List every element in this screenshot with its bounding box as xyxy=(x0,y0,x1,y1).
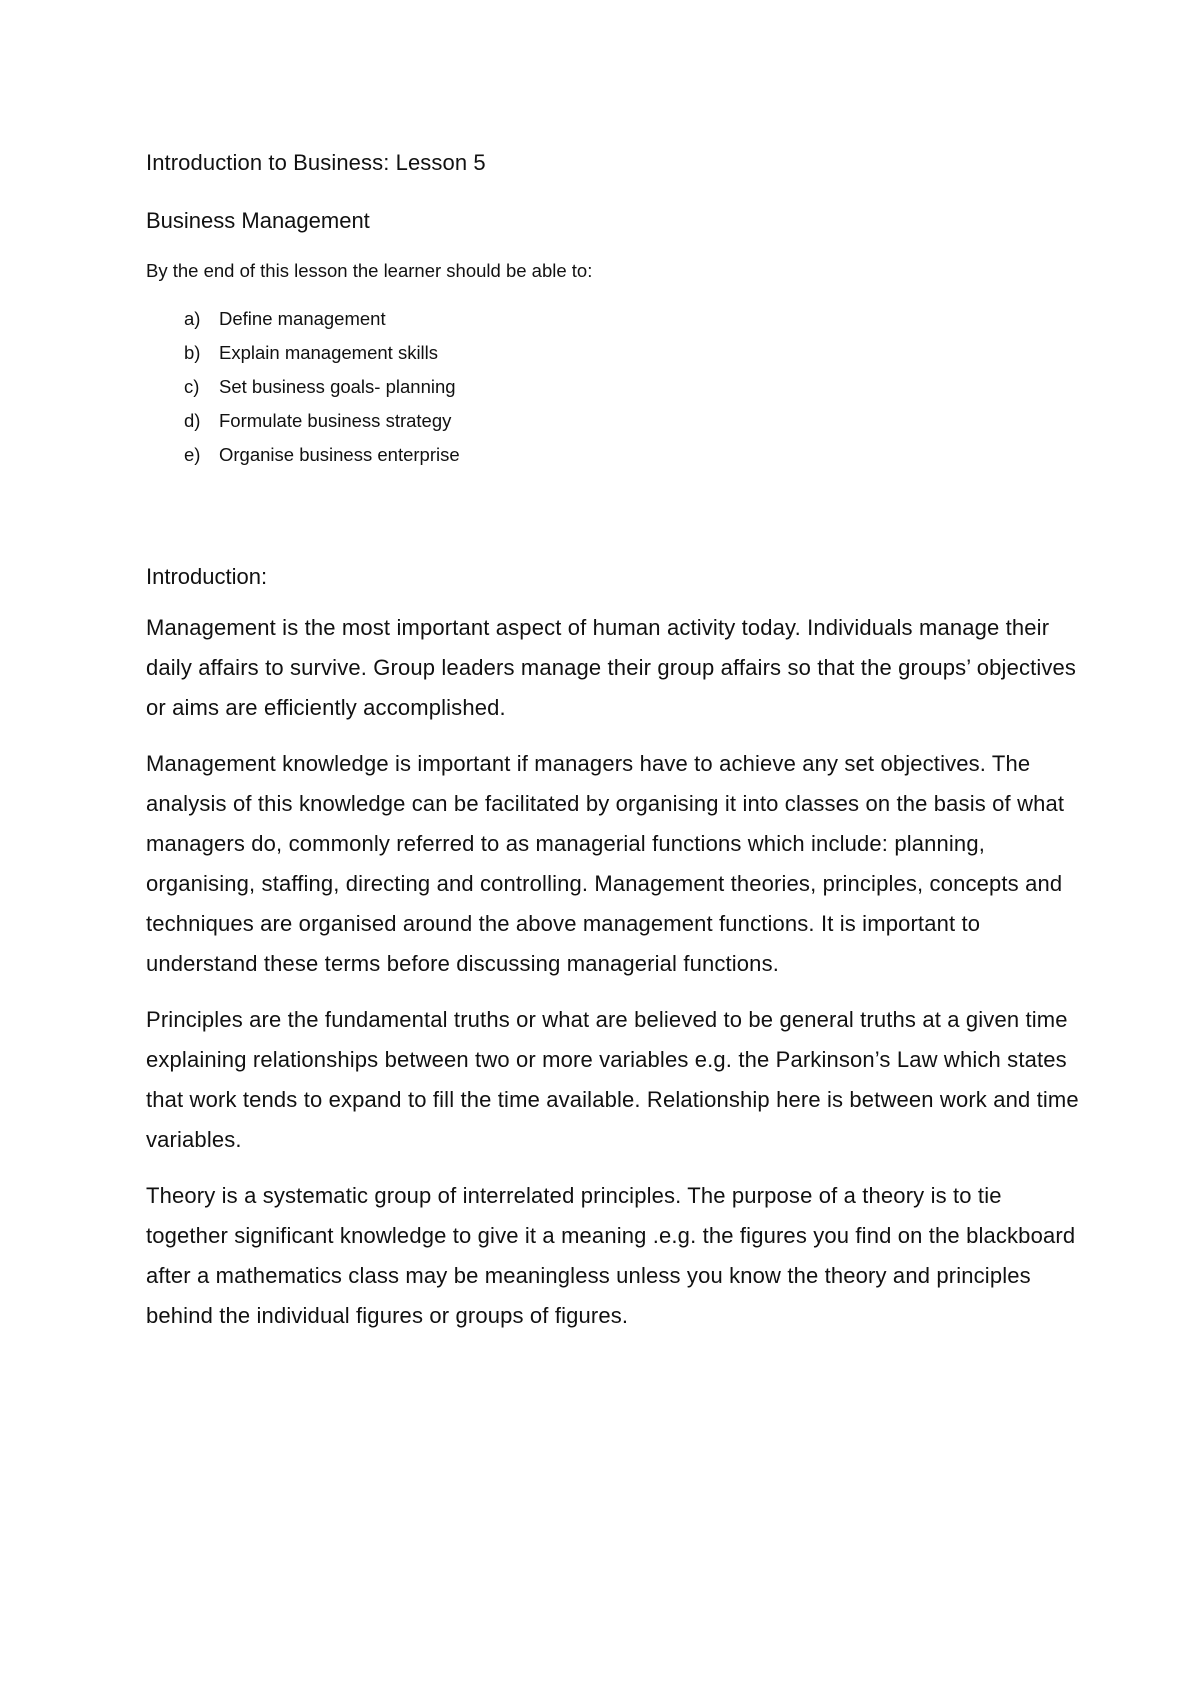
list-item-text: Define management xyxy=(219,308,386,329)
list-marker: e) xyxy=(184,444,201,465)
list-item xyxy=(184,302,1086,336)
list-item xyxy=(184,438,1086,472)
paragraph-management-importance: Management is the most important aspect of human activity today. Individuals manage their daily affairs to survive. Group leaders manage their group affairs so that the groups’ objectives or aims are efficiently accomplished. xyxy=(146,615,1077,720)
paragraph-principles: Principles are the fundamental truths or what are believed to be general truths at a given time explaining relationships between two or more variables e.g. the Parkinson’s Law which states that work tends to expand to fill the time available. Relationship here is between work and time variables. xyxy=(146,1007,1079,1152)
list-marker: c) xyxy=(184,376,200,397)
list-marker: a) xyxy=(184,308,201,329)
lesson-title: Introduction to Business: Lesson 5 xyxy=(146,150,486,175)
paragraph-theory: Theory is a systematic group of interrelated principles. The purpose of a theory is to tie together significant knowledge to give it a meaning .e.g. the figures you find on the blackboard after a mathematics class may be meaningless unless you know the theory and principles behind the individual figures or groups of figures. xyxy=(146,1183,1076,1328)
objectives-list xyxy=(146,302,1086,472)
paragraph-management-knowledge: Management knowledge is important if managers have to achieve any set objectives. The analysis of this knowledge can be facilitated by organising it into classes on the basis of what managers do, commonly referred to as managerial functions which include: planning, organising, staffing, directing and controlling. Management theories, principles, concepts and techniques are organised around the above management functions. It is important to understand these terms before discussing managerial functions. xyxy=(146,751,1065,976)
list-item-text: Set business goals- planning xyxy=(219,376,456,397)
list-marker: b) xyxy=(184,342,201,363)
list-marker: d) xyxy=(184,410,201,431)
lesson-subtitle: Business Management xyxy=(146,208,370,233)
list-item-text: Organise business enterprise xyxy=(219,444,460,465)
list-item xyxy=(184,404,1086,438)
introduction-heading: Introduction: xyxy=(146,564,268,589)
document-page xyxy=(146,148,1086,1352)
list-item-text: Formulate business strategy xyxy=(219,410,452,431)
list-item xyxy=(184,336,1086,370)
list-item xyxy=(184,370,1086,404)
objectives-intro: By the end of this lesson the learner should be able to: xyxy=(146,260,593,281)
list-item-text: Explain management skills xyxy=(219,342,439,363)
